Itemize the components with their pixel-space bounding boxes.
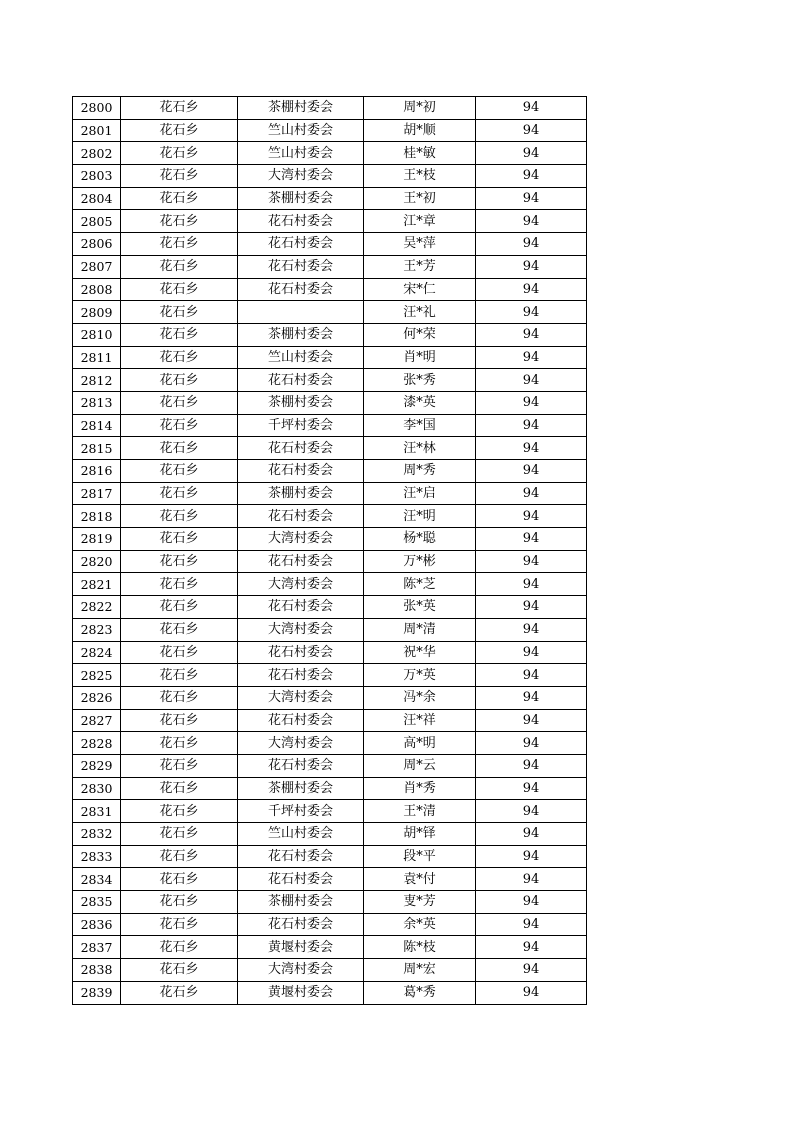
table-row xyxy=(73,437,587,460)
township-cell: 花石乡 xyxy=(121,891,238,914)
row-number-cell: 2823 xyxy=(73,618,121,641)
village-committee-cell: 大湾村委会 xyxy=(238,528,364,551)
person-name-cell: 胡*顺 xyxy=(364,119,476,142)
score-cell: 94 xyxy=(476,301,587,324)
person-name-cell: 袁*付 xyxy=(364,868,476,891)
row-number-cell: 2809 xyxy=(73,301,121,324)
score-cell: 94 xyxy=(476,936,587,959)
township-cell: 花石乡 xyxy=(121,664,238,687)
township-cell: 花石乡 xyxy=(121,119,238,142)
person-name-cell: 宋*仁 xyxy=(364,278,476,301)
score-cell: 94 xyxy=(476,391,587,414)
township-cell: 花石乡 xyxy=(121,754,238,777)
table-row xyxy=(73,573,587,596)
township-cell: 花石乡 xyxy=(121,460,238,483)
score-cell: 94 xyxy=(476,959,587,982)
row-number-cell: 2810 xyxy=(73,323,121,346)
township-cell: 花石乡 xyxy=(121,165,238,188)
person-name-cell: 祝*华 xyxy=(364,641,476,664)
score-cell: 94 xyxy=(476,142,587,165)
person-name-cell: 张*英 xyxy=(364,596,476,619)
row-number-cell: 2833 xyxy=(73,845,121,868)
score-cell: 94 xyxy=(476,641,587,664)
township-cell: 花石乡 xyxy=(121,641,238,664)
township-cell: 花石乡 xyxy=(121,187,238,210)
row-number-cell: 2801 xyxy=(73,119,121,142)
table-row xyxy=(73,641,587,664)
table-row xyxy=(73,97,587,120)
roster-table-body xyxy=(73,97,587,1005)
table-row xyxy=(73,165,587,188)
score-cell: 94 xyxy=(476,732,587,755)
row-number-cell: 2812 xyxy=(73,369,121,392)
township-cell: 花石乡 xyxy=(121,732,238,755)
row-number-cell: 2825 xyxy=(73,664,121,687)
score-cell: 94 xyxy=(476,618,587,641)
person-name-cell: 高*明 xyxy=(364,732,476,755)
row-number-cell: 2835 xyxy=(73,891,121,914)
person-name-cell: 王*枝 xyxy=(364,165,476,188)
township-cell: 花石乡 xyxy=(121,482,238,505)
person-name-cell: 余*英 xyxy=(364,913,476,936)
score-cell: 94 xyxy=(476,187,587,210)
township-cell: 花石乡 xyxy=(121,414,238,437)
township-cell: 花石乡 xyxy=(121,936,238,959)
person-name-cell: 汪*祥 xyxy=(364,709,476,732)
table-row xyxy=(73,460,587,483)
table-row xyxy=(73,823,587,846)
person-name-cell: 汪*礼 xyxy=(364,301,476,324)
village-committee-cell: 茶棚村委会 xyxy=(238,187,364,210)
row-number-cell: 2827 xyxy=(73,709,121,732)
score-cell: 94 xyxy=(476,482,587,505)
row-number-cell: 2829 xyxy=(73,754,121,777)
village-committee-cell: 花石村委会 xyxy=(238,210,364,233)
township-cell: 花石乡 xyxy=(121,233,238,256)
village-committee-cell: 花石村委会 xyxy=(238,278,364,301)
village-committee-cell: 大湾村委会 xyxy=(238,573,364,596)
row-number-cell: 2826 xyxy=(73,686,121,709)
village-committee-cell: 茶棚村委会 xyxy=(238,777,364,800)
township-cell: 花石乡 xyxy=(121,142,238,165)
person-name-cell: 江*章 xyxy=(364,210,476,233)
person-name-cell: 陈*枝 xyxy=(364,936,476,959)
score-cell: 94 xyxy=(476,754,587,777)
table-row xyxy=(73,845,587,868)
township-cell: 花石乡 xyxy=(121,346,238,369)
village-committee-cell: 大湾村委会 xyxy=(238,732,364,755)
table-row xyxy=(73,187,587,210)
person-name-cell: 李*国 xyxy=(364,414,476,437)
score-cell: 94 xyxy=(476,800,587,823)
village-committee-cell: 花石村委会 xyxy=(238,233,364,256)
row-number-cell: 2808 xyxy=(73,278,121,301)
score-cell: 94 xyxy=(476,777,587,800)
village-committee-cell: 花石村委会 xyxy=(238,550,364,573)
table-row xyxy=(73,959,587,982)
score-cell: 94 xyxy=(476,709,587,732)
row-number-cell: 2802 xyxy=(73,142,121,165)
township-cell: 花石乡 xyxy=(121,573,238,596)
score-cell: 94 xyxy=(476,414,587,437)
row-number-cell: 2822 xyxy=(73,596,121,619)
row-number-cell: 2806 xyxy=(73,233,121,256)
score-cell: 94 xyxy=(476,868,587,891)
village-committee-cell: 大湾村委会 xyxy=(238,165,364,188)
row-number-cell: 2838 xyxy=(73,959,121,982)
table-row xyxy=(73,391,587,414)
village-committee-cell: 花石村委会 xyxy=(238,437,364,460)
score-cell: 94 xyxy=(476,664,587,687)
village-committee-cell: 花石村委会 xyxy=(238,868,364,891)
score-cell: 94 xyxy=(476,460,587,483)
township-cell: 花石乡 xyxy=(121,210,238,233)
person-name-cell: 周*初 xyxy=(364,97,476,120)
table-row xyxy=(73,777,587,800)
row-number-cell: 2832 xyxy=(73,823,121,846)
village-committee-cell: 竺山村委会 xyxy=(238,142,364,165)
village-committee-cell: 花石村委会 xyxy=(238,709,364,732)
row-number-cell: 2807 xyxy=(73,255,121,278)
person-name-cell: 张*秀 xyxy=(364,369,476,392)
score-cell: 94 xyxy=(476,437,587,460)
village-committee-cell: 竺山村委会 xyxy=(238,119,364,142)
table-row xyxy=(73,323,587,346)
score-cell: 94 xyxy=(476,528,587,551)
table-row xyxy=(73,142,587,165)
table-row xyxy=(73,301,587,324)
village-committee-cell: 花石村委会 xyxy=(238,255,364,278)
township-cell: 花石乡 xyxy=(121,686,238,709)
person-name-cell: 肖*明 xyxy=(364,346,476,369)
table-row xyxy=(73,664,587,687)
person-name-cell: 肖*秀 xyxy=(364,777,476,800)
township-cell: 花石乡 xyxy=(121,845,238,868)
village-committee-cell: 花石村委会 xyxy=(238,460,364,483)
table-row xyxy=(73,754,587,777)
table-row xyxy=(73,618,587,641)
row-number-cell: 2821 xyxy=(73,573,121,596)
table-row xyxy=(73,936,587,959)
row-number-cell: 2805 xyxy=(73,210,121,233)
person-name-cell: 杨*聪 xyxy=(364,528,476,551)
row-number-cell: 2834 xyxy=(73,868,121,891)
person-name-cell: 万*彬 xyxy=(364,550,476,573)
village-committee-cell: 大湾村委会 xyxy=(238,618,364,641)
village-committee-cell: 花石村委会 xyxy=(238,505,364,528)
score-cell: 94 xyxy=(476,255,587,278)
score-cell: 94 xyxy=(476,97,587,120)
township-cell: 花石乡 xyxy=(121,437,238,460)
score-cell: 94 xyxy=(476,369,587,392)
village-committee-cell: 茶棚村委会 xyxy=(238,891,364,914)
township-cell: 花石乡 xyxy=(121,278,238,301)
score-cell: 94 xyxy=(476,845,587,868)
person-name-cell: 周*清 xyxy=(364,618,476,641)
table-row xyxy=(73,800,587,823)
township-cell: 花石乡 xyxy=(121,596,238,619)
person-name-cell: 陈*芝 xyxy=(364,573,476,596)
township-cell: 花石乡 xyxy=(121,528,238,551)
township-cell: 花石乡 xyxy=(121,550,238,573)
village-committee-cell: 花石村委会 xyxy=(238,641,364,664)
row-number-cell: 2824 xyxy=(73,641,121,664)
score-cell: 94 xyxy=(476,550,587,573)
row-number-cell: 2815 xyxy=(73,437,121,460)
village-committee-cell: 花石村委会 xyxy=(238,754,364,777)
person-name-cell: 漆*英 xyxy=(364,391,476,414)
village-committee-cell: 花石村委会 xyxy=(238,913,364,936)
person-name-cell: 王*芳 xyxy=(364,255,476,278)
township-cell: 花石乡 xyxy=(121,301,238,324)
row-number-cell: 2831 xyxy=(73,800,121,823)
person-name-cell: 汪*林 xyxy=(364,437,476,460)
person-name-cell: 何*荣 xyxy=(364,323,476,346)
person-name-cell: 王*清 xyxy=(364,800,476,823)
score-cell: 94 xyxy=(476,686,587,709)
row-number-cell: 2816 xyxy=(73,460,121,483)
table-row xyxy=(73,981,587,1004)
village-committee-cell: 茶棚村委会 xyxy=(238,391,364,414)
person-name-cell: 周*秀 xyxy=(364,460,476,483)
township-cell: 花石乡 xyxy=(121,255,238,278)
person-name-cell: 冯*余 xyxy=(364,686,476,709)
village-committee-cell: 竺山村委会 xyxy=(238,823,364,846)
village-committee-cell: 花石村委会 xyxy=(238,596,364,619)
table-row xyxy=(73,278,587,301)
village-committee-cell: 大湾村委会 xyxy=(238,959,364,982)
township-cell: 花石乡 xyxy=(121,777,238,800)
score-cell: 94 xyxy=(476,891,587,914)
table-row xyxy=(73,913,587,936)
row-number-cell: 2813 xyxy=(73,391,121,414)
table-row xyxy=(73,482,587,505)
score-cell: 94 xyxy=(476,913,587,936)
row-number-cell: 2837 xyxy=(73,936,121,959)
row-number-cell: 2839 xyxy=(73,981,121,1004)
person-name-cell: 段*平 xyxy=(364,845,476,868)
table-row xyxy=(73,346,587,369)
table-row xyxy=(73,505,587,528)
score-cell: 94 xyxy=(476,278,587,301)
township-cell: 花石乡 xyxy=(121,505,238,528)
table-row xyxy=(73,528,587,551)
table-row xyxy=(73,550,587,573)
person-name-cell: 吴*萍 xyxy=(364,233,476,256)
village-committee-cell: 黄堰村委会 xyxy=(238,936,364,959)
village-committee-cell: 黄堰村委会 xyxy=(238,981,364,1004)
person-name-cell: 葛*秀 xyxy=(364,981,476,1004)
township-cell: 花石乡 xyxy=(121,618,238,641)
person-name-cell: 胡*铎 xyxy=(364,823,476,846)
township-cell: 花石乡 xyxy=(121,981,238,1004)
row-number-cell: 2804 xyxy=(73,187,121,210)
village-committee-cell: 茶棚村委会 xyxy=(238,97,364,120)
row-number-cell: 2818 xyxy=(73,505,121,528)
township-cell: 花石乡 xyxy=(121,391,238,414)
table-row xyxy=(73,233,587,256)
person-name-cell: 周*宏 xyxy=(364,959,476,982)
table-row xyxy=(73,868,587,891)
person-name-cell: 汪*明 xyxy=(364,505,476,528)
person-name-cell: 万*英 xyxy=(364,664,476,687)
village-committee-cell: 大湾村委会 xyxy=(238,686,364,709)
village-committee-cell: 花石村委会 xyxy=(238,664,364,687)
table-row xyxy=(73,210,587,233)
person-name-cell: 叓*芳 xyxy=(364,891,476,914)
row-number-cell: 2836 xyxy=(73,913,121,936)
table-row xyxy=(73,119,587,142)
row-number-cell: 2800 xyxy=(73,97,121,120)
village-committee-cell: 竺山村委会 xyxy=(238,346,364,369)
village-committee-cell: 千坪村委会 xyxy=(238,800,364,823)
row-number-cell: 2811 xyxy=(73,346,121,369)
table-row xyxy=(73,369,587,392)
village-committee-cell: 千坪村委会 xyxy=(238,414,364,437)
score-cell: 94 xyxy=(476,573,587,596)
table-row xyxy=(73,255,587,278)
township-cell: 花石乡 xyxy=(121,959,238,982)
row-number-cell: 2803 xyxy=(73,165,121,188)
score-cell: 94 xyxy=(476,165,587,188)
row-number-cell: 2830 xyxy=(73,777,121,800)
score-cell: 94 xyxy=(476,119,587,142)
score-cell: 94 xyxy=(476,823,587,846)
person-name-cell: 王*初 xyxy=(364,187,476,210)
row-number-cell: 2828 xyxy=(73,732,121,755)
row-number-cell: 2817 xyxy=(73,482,121,505)
township-cell: 花石乡 xyxy=(121,97,238,120)
village-committee-cell: 茶棚村委会 xyxy=(238,482,364,505)
score-cell: 94 xyxy=(476,323,587,346)
row-number-cell: 2819 xyxy=(73,528,121,551)
table-row xyxy=(73,414,587,437)
row-number-cell: 2814 xyxy=(73,414,121,437)
village-committee-cell: 花石村委会 xyxy=(238,845,364,868)
township-cell: 花石乡 xyxy=(121,868,238,891)
score-cell: 94 xyxy=(476,233,587,256)
village-committee-cell: 茶棚村委会 xyxy=(238,323,364,346)
table-row xyxy=(73,709,587,732)
roster-table xyxy=(72,96,587,1005)
township-cell: 花石乡 xyxy=(121,369,238,392)
score-cell: 94 xyxy=(476,596,587,619)
person-name-cell: 周*云 xyxy=(364,754,476,777)
score-cell: 94 xyxy=(476,346,587,369)
township-cell: 花石乡 xyxy=(121,323,238,346)
village-committee-cell xyxy=(238,301,364,324)
row-number-cell: 2820 xyxy=(73,550,121,573)
score-cell: 94 xyxy=(476,981,587,1004)
township-cell: 花石乡 xyxy=(121,823,238,846)
score-cell: 94 xyxy=(476,210,587,233)
township-cell: 花石乡 xyxy=(121,800,238,823)
table-row xyxy=(73,891,587,914)
township-cell: 花石乡 xyxy=(121,709,238,732)
table-row xyxy=(73,732,587,755)
person-name-cell: 汪*启 xyxy=(364,482,476,505)
township-cell: 花石乡 xyxy=(121,913,238,936)
table-row xyxy=(73,686,587,709)
person-name-cell: 桂*敏 xyxy=(364,142,476,165)
score-cell: 94 xyxy=(476,505,587,528)
village-committee-cell: 花石村委会 xyxy=(238,369,364,392)
table-row xyxy=(73,596,587,619)
